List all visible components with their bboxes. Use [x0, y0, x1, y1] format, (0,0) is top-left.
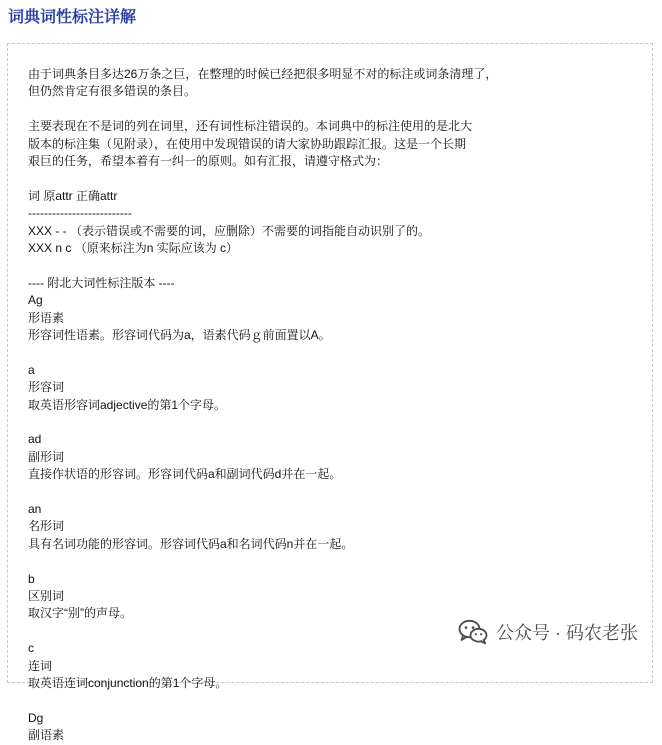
report-line: 主要表现在不是词的列在词里，还有词性标注错误的。本词典中的标注使用的是北大	[28, 119, 473, 134]
tag-name: 副语素	[28, 728, 65, 743]
tag-desc: 具有名词功能的形容词。形容词代码a和名词代码n并在一起。	[28, 536, 354, 551]
tag-code: b	[28, 571, 35, 586]
tag-name: 连词	[28, 658, 53, 673]
tag-name: 名形词	[28, 519, 65, 534]
watermark-text: 公众号 · 码农老张	[496, 623, 638, 643]
tag-code: a	[28, 362, 35, 377]
tag-desc: 直接作状语的形容词。形容词代码a和副词代码d并在一起。	[28, 467, 342, 482]
format-example: XXX n c （原来标注为n 实际应该为 c）	[28, 241, 239, 256]
tag-code: an	[28, 502, 42, 517]
wechat-icon	[458, 619, 488, 645]
tag-entry	[28, 501, 628, 553]
tag-code: Ag	[28, 293, 43, 308]
tag-entry	[28, 362, 628, 414]
intro-line: 由于词典条目多达26万条之巨，在整理的时候已经把很多明显不对的标注或词条清理了，	[28, 67, 498, 81]
watermark	[458, 619, 638, 645]
tag-name: 区别词	[28, 589, 65, 604]
appendix-heading: ---- 附北大词性标注版本 ----	[28, 275, 175, 290]
tag-name: 形语素	[28, 310, 65, 325]
tag-entry	[28, 571, 628, 623]
tag-name: 副形词	[28, 449, 65, 464]
tag-code: c	[28, 641, 34, 656]
tag-entry	[28, 431, 628, 483]
report-line: 版本的标注集（见附录），在使用中发现错误的请大家协助跟踪汇报。这是一个长期	[28, 136, 467, 151]
tag-code: ad	[28, 432, 42, 447]
report-line: 艰巨的任务，希望本着有一纠一的原则。如有汇报，请遵守格式为：	[28, 154, 389, 169]
tag-code: Dg	[28, 710, 44, 725]
tag-entry	[28, 710, 628, 745]
tag-desc: 形容词性语素。形容词代码为a，语素代码ｇ前面置以A。	[28, 328, 331, 343]
tag-desc: 取英语形容词adjective的第1个字母。	[28, 397, 227, 412]
format-header: 词 原attr 正确attr	[28, 188, 118, 203]
tag-desc: 取汉字“别”的声母。	[28, 606, 132, 621]
format-divider: --------------------------	[28, 206, 132, 221]
tag-entry	[28, 640, 628, 692]
intro-line: 但仍然肯定有很多错误的条目。	[28, 84, 197, 99]
format-example: XXX - - （表示错误或不需要的词，应删除）不需要的词指能自动识别了的。	[28, 223, 431, 238]
tag-desc: 取英语连词conjunction的第1个字母。	[28, 676, 228, 691]
tag-entry	[28, 292, 628, 344]
tag-name: 形容词	[28, 380, 65, 395]
page-title: 词典词性标注详解	[8, 9, 137, 26]
